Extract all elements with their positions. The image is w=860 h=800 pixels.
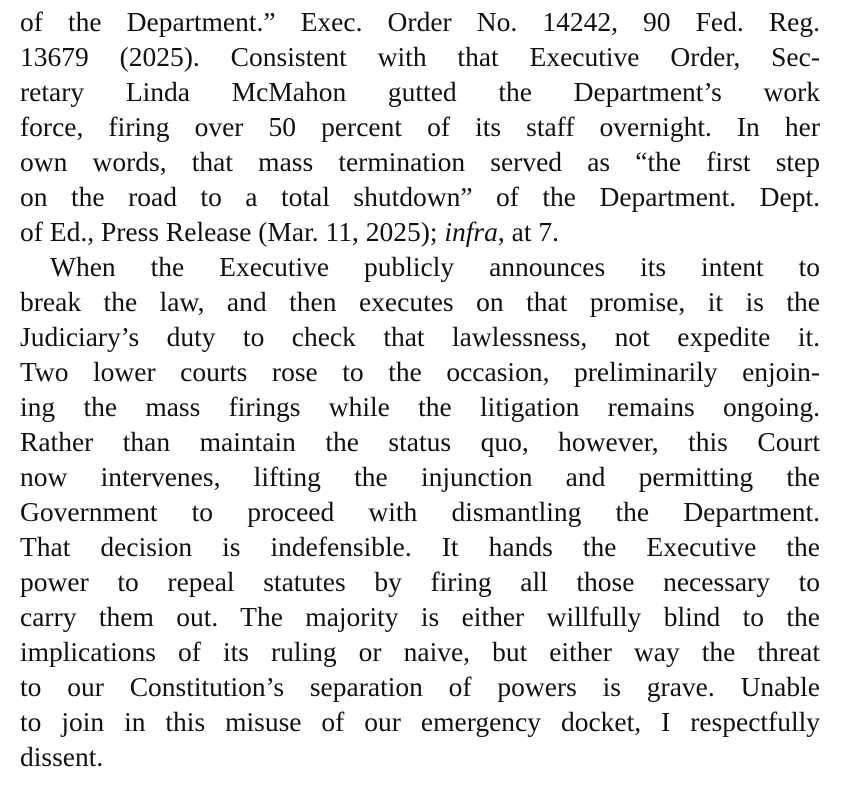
text-line: When the Executive publicly announces its intent to [50, 251, 820, 282]
text-line [20, 214, 820, 249]
italic-signal: infra [444, 216, 498, 247]
text-line: to our Constitution’s separation of powers is grave. Unable [20, 671, 820, 702]
text-line: to join in this misuse of our emergency docket, I respectfully [20, 706, 820, 737]
citation-text: of Ed., Press Release (Mar. 11, 2025); [20, 216, 445, 247]
opinion-page [20, 4, 820, 774]
text-line: That decision is indefensible. It hands the Executive the [20, 531, 820, 562]
text-line: on the road to a total shutdown” of the Department. Dept. [20, 181, 820, 212]
text-line: ing the mass firings while the litigation remains ongoing. [20, 391, 820, 422]
text-line: of the Department.” Exec. Order No. 14242, 90 Fed. Reg. [20, 6, 820, 37]
text-line: dissent. [20, 741, 104, 772]
text-line: carry them out. The majority is either willfully blind to the [20, 601, 820, 632]
text-line: Government to proceed with dismantling the Department. [20, 496, 820, 527]
citation-text: , at 7. [497, 216, 559, 247]
text-line: retary Linda McMahon gutted the Department’s work [20, 76, 820, 107]
text-line: force, firing over 50 percent of its staff overnight. In her [20, 111, 820, 142]
text-line: break the law, and then executes on that promise, it is the [20, 286, 820, 317]
text-line: Judiciary’s duty to check that lawlessness, not expedite it. [20, 321, 820, 352]
paragraph-2 [20, 249, 820, 774]
paragraph-1 [20, 4, 820, 249]
text-line: Rather than maintain the status quo, however, this Court [20, 426, 820, 457]
text-line: own words, that mass termination served as “the first step [20, 146, 820, 177]
text-line: power to repeal statutes by firing all those necessary to [20, 566, 820, 597]
text-line: 13679 (2025). Consistent with that Executive Order, Sec- [20, 41, 820, 72]
text-line: Two lower courts rose to the occasion, preliminarily enjoin- [20, 356, 820, 387]
text-line: now intervenes, lifting the injunction and permitting the [20, 461, 820, 492]
text-line: implications of its ruling or naive, but either way the threat [20, 636, 820, 667]
